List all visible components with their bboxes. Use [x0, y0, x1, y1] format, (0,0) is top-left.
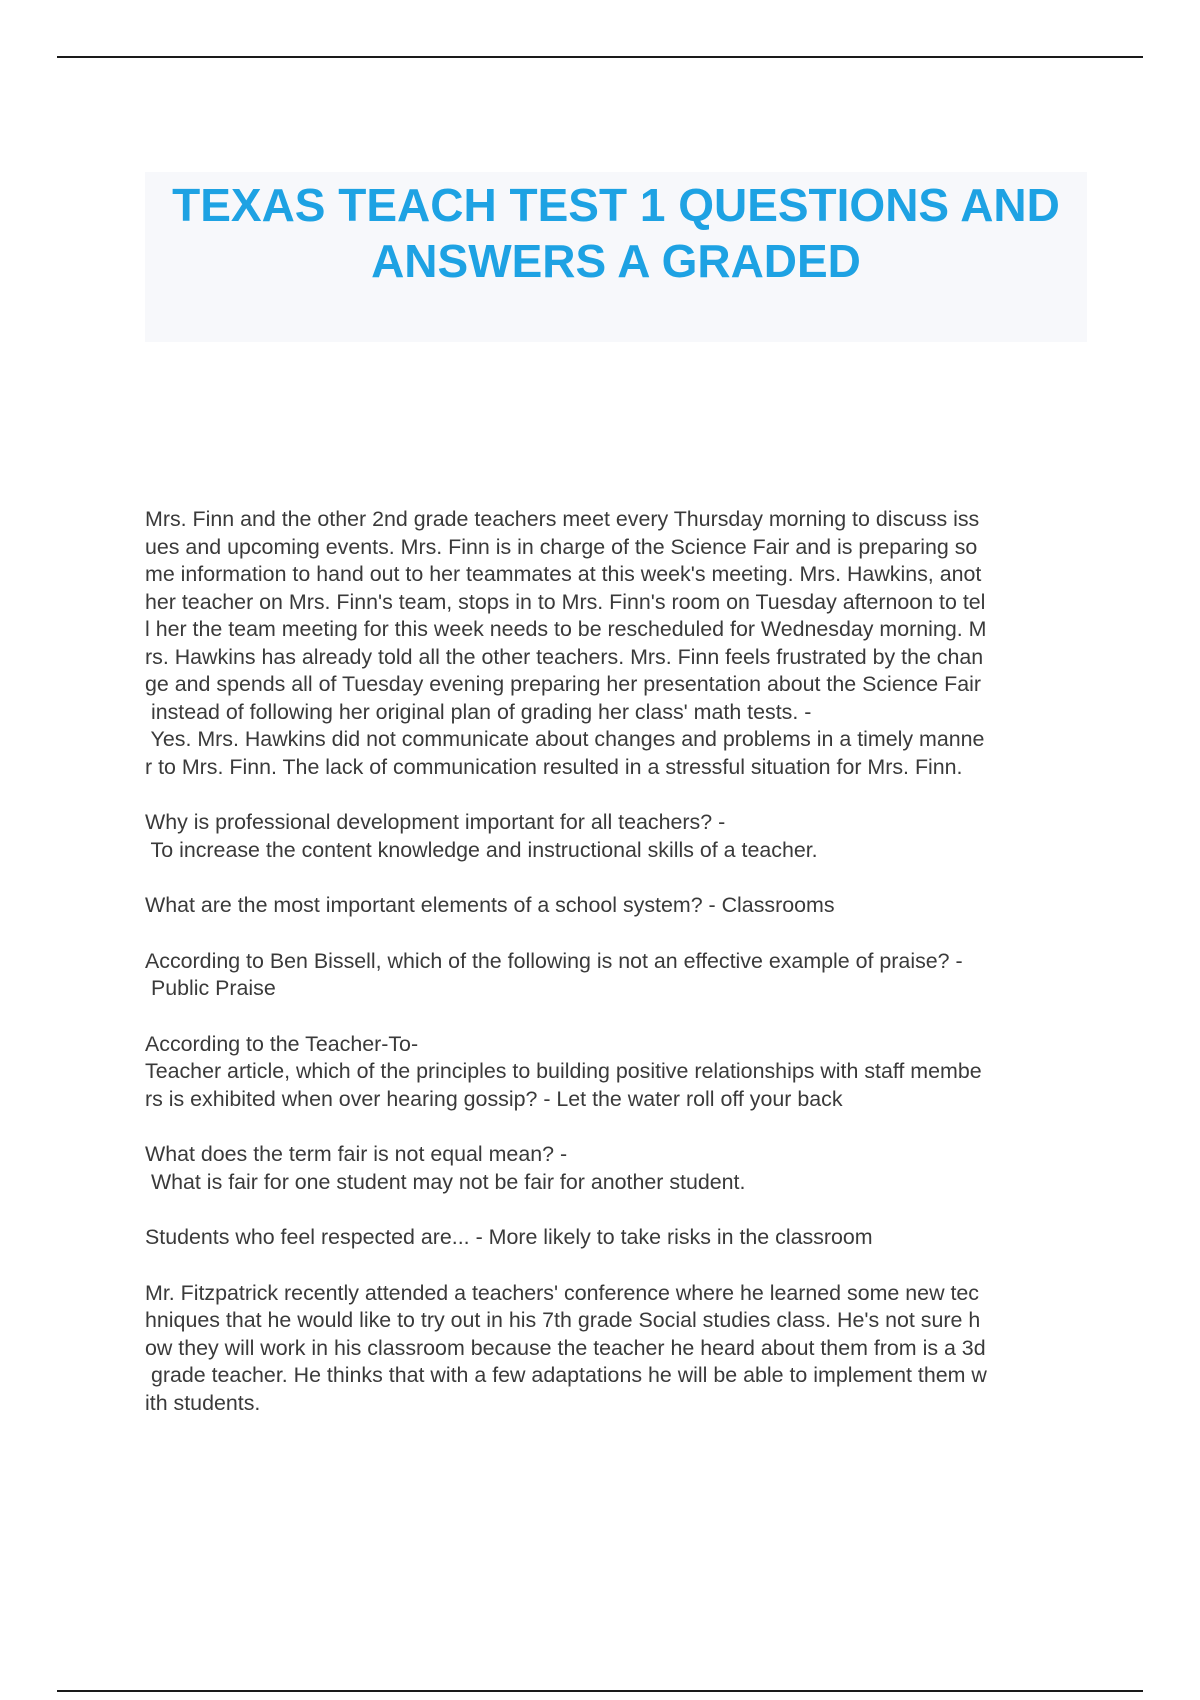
- qa-paragraph: What does the term fair is not equal mean? - What is fair for one student may not be fair for another student.: [145, 1142, 746, 1194]
- document-body: [145, 506, 1090, 1445]
- qa-paragraph: According to Ben Bissell, which of the following is not an effective example of praise? - Public Praise: [145, 948, 963, 1000]
- document-title: TEXAS TEACH TEST 1 QUESTIONS AND ANSWERS A GRADED: [172, 179, 1060, 287]
- qa-paragraph: Why is professional development important for all teachers? - To increase the content knowledge and instructional skills of a teacher.: [145, 810, 818, 862]
- header-rule: [57, 56, 1143, 58]
- footer-rule: [57, 1690, 1143, 1692]
- qa-paragraph: What are the most important elements of a school system? - Classrooms: [145, 893, 835, 917]
- qa-paragraph: Students who feel respected are... - More likely to take risks in the classroom: [145, 1225, 873, 1249]
- qa-paragraph: Mr. Fitzpatrick recently attended a teachers' conference where he learned some new tec hniques that he would like to try out in his 7th grade Social studies class. He's not sure h ow they will work in his classroom because the teacher he heard about them from is a 3d grade teacher. He thinks that with a few adaptations he will be able to implement them w ith students.: [145, 1280, 987, 1415]
- title-banner: [145, 172, 1087, 342]
- qa-paragraph: According to the Teacher-To- Teacher article, which of the principles to building positive relationships with staff membe rs is exhibited when over hearing gossip? - Let the water roll off your back: [145, 1031, 982, 1111]
- qa-paragraph: Mrs. Finn and the other 2nd grade teachers meet every Thursday morning to discuss iss ues and upcoming events. Mrs. Finn is in charge of the Science Fair and is preparing so me information to hand out to her teammates at this week's meeting. Mrs. Hawkins, anot her teacher on Mrs. Finn's team, stops in to Mrs. Finn's room on Tuesday afternoon to tel l her the team meeting for this week needs to be rescheduled for Wednesday morning. M rs. Hawkins has already told all the other teachers. Mrs. Finn feels frustrated by the chan ge and spends all of Tuesday evening preparing her presentation about the Science Fair instead of following her original plan of grading her class' math tests. - Yes. Mrs. Hawkins did not communicate about changes and problems in a timely manne r to Mrs. Finn. The lack of communication resulted in a stressful situation for Mrs. Finn.: [145, 507, 987, 779]
